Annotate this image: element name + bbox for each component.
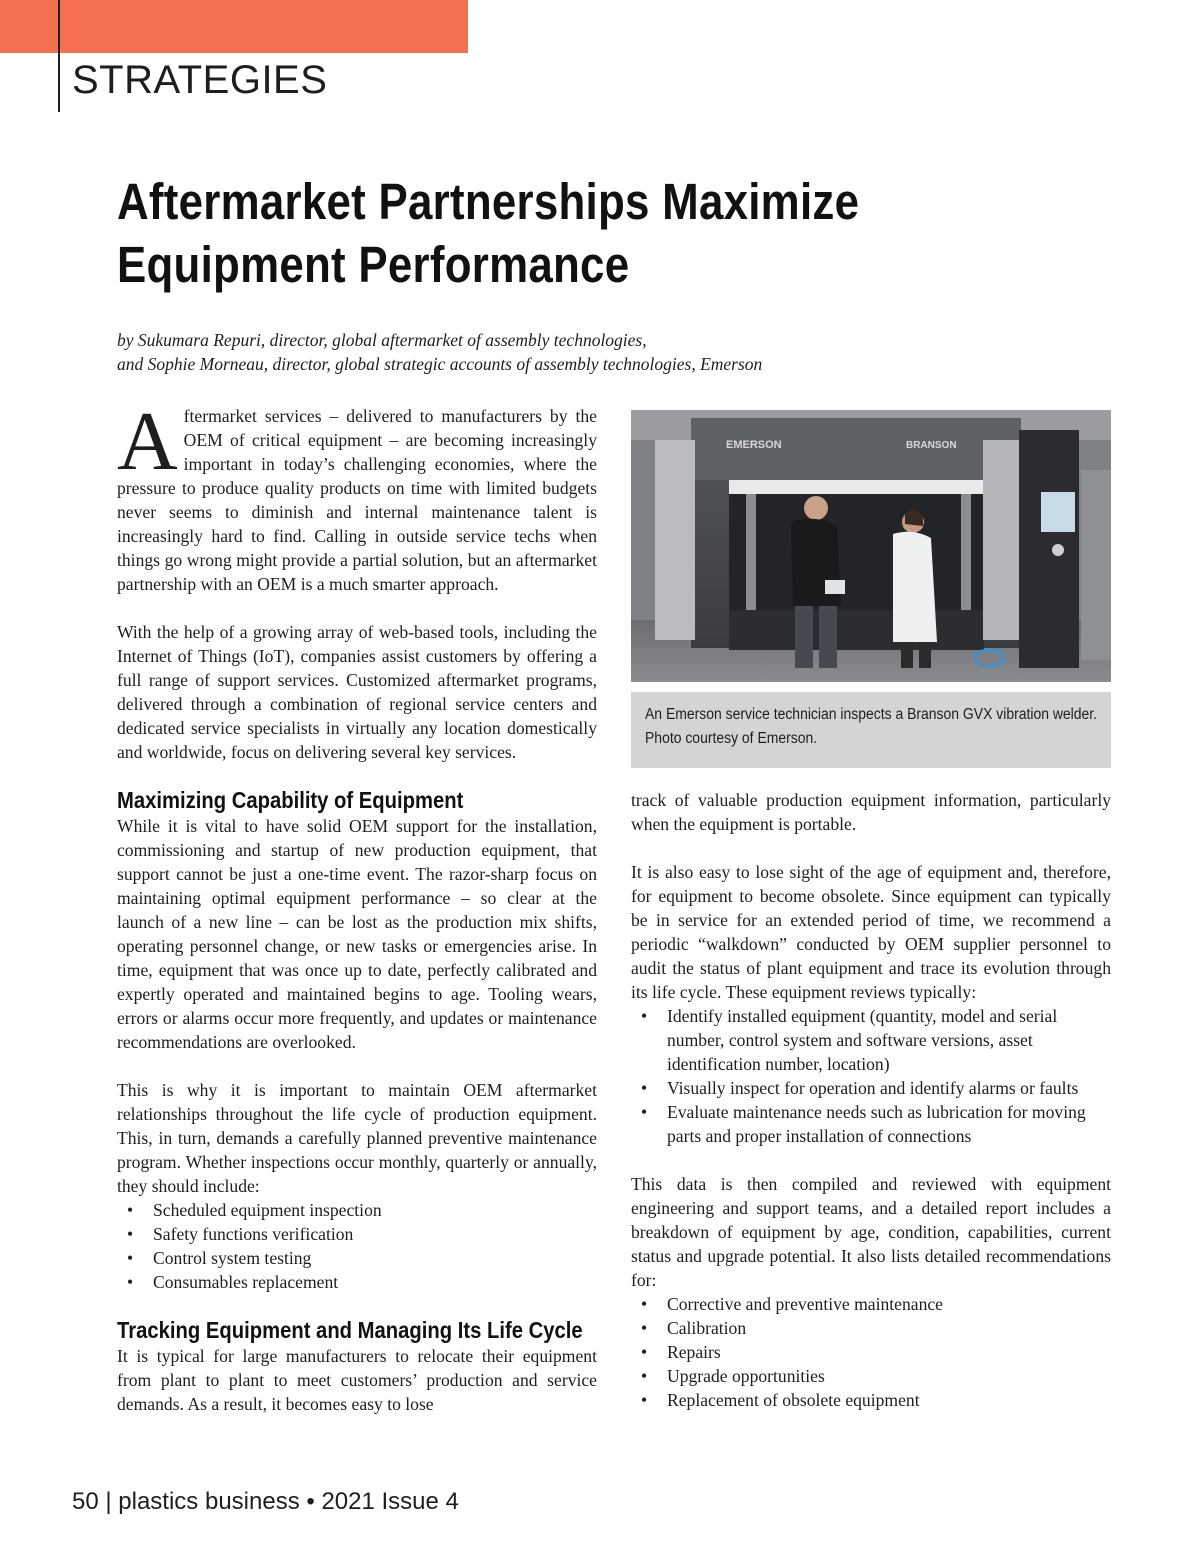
intro-paragraph-2: With the help of a growing array of web-based tools, including the Internet of Things (IoT), companies assist customers by offering a full range of support services. Customized aftermarket programs, delivered through a combination of regional service centers and dedicated service specialists in virtually any location domestically and worldwide, focus on delivering several key services. — [117, 622, 597, 762]
branson-logo-text: BRANSON — [906, 440, 957, 451]
list-item: • Corrective and preventive maintenance — [667, 1292, 1111, 1316]
article-title-line-2: Equipment Performance — [117, 236, 630, 293]
photo-caption-line-1: An Emerson service technician inspects a Branson GVX vibration welder. — [645, 706, 1098, 723]
issue-label: 2021 Issue 4 — [321, 1488, 459, 1515]
footer-bullet: • — [306, 1488, 315, 1515]
capability-paragraph-1: While it is vital to have solid OEM support for the installation, commissioning and startup of new production equipment, that support cannot be just a one-time event. The razor-sharp focus on maintaining optimal equipment performance – so clear at the launch of a new line – can be lost as the production mix shifts, operating personnel change, or new tasks or emergencies arise. In time, equipment that was once up to date, perfectly calibrated and expertly operated and maintained begins to age. Tooling wears, errors or alarms occur more frequently, and updates or maintenance recommendations are overlooked. — [117, 816, 597, 1052]
article-photo — [631, 410, 1111, 682]
lifecycle-paragraph-1: It is typical for large manufacturers to relocate their equipment from plant to plant to meet customers’ production and service demands. As a result, it becomes easy to lose — [117, 1346, 597, 1414]
list-item: • Scheduled equipment inspection — [153, 1198, 597, 1222]
capability-paragraph-2: This is why it is important to maintain OEM aftermarket relationships throughout the life cycle of production equipment. This, in turn, demands a carefully planned preventive maintenance program. Whether inspections occur monthly, quarterly or annually, they should include: — [117, 1080, 597, 1196]
right-column — [631, 788, 1111, 1412]
byline-line-1: by Sukumara Repuri, director, global aftermarket of assembly technologies, — [117, 330, 647, 350]
intro-paragraph-1 — [117, 395, 597, 596]
intro-paragraph-1-text: ftermarket services – delivered to manufacturers by the OEM of critical equipment – are becoming increasingly important in today’s challenging economies, where the pressure to produce quality products on time with limited budgets never seems to diminish and internal maintenance talent is increasingly hard to find. Calling in outside service techs when things go wrong might provide a partial solution, but an aftermarket partnership with an OEM is a much smarter approach. — [117, 406, 597, 594]
photo-caption-line-2: Photo courtesy of Emerson. — [645, 730, 818, 747]
section-heading-lifecycle: Tracking Equipment and Managing Its Life Cycle — [117, 1317, 583, 1343]
list-item: • Repairs — [667, 1340, 1111, 1364]
page-number: 50 — [72, 1488, 99, 1515]
byline-line-2: and Sophie Morneau, director, global strategic accounts of assembly technologies, Emerson — [117, 354, 763, 374]
recommendations-list — [631, 1292, 1111, 1412]
lifecycle-paragraph-3: This data is then compiled and reviewed with equipment engineering and support teams, and a detailed report includes a breakdown of equipment by age, condition, capabilities, current status and upgrade potential. It also lists detailed recommendations for: — [631, 1174, 1111, 1290]
list-item: • Upgrade opportunities — [667, 1364, 1111, 1388]
drop-cap: A — [117, 395, 178, 488]
list-item: • Evaluate maintenance needs such as lubrication for moving parts and proper installation of connections — [667, 1100, 1111, 1148]
header-accent-bar — [0, 0, 468, 53]
section-label: STRATEGIES — [72, 58, 328, 102]
list-item: • Safety functions verification — [153, 1222, 597, 1246]
inspection-list — [117, 1198, 597, 1294]
page-footer — [72, 1488, 459, 1516]
article-title-line-1: Aftermarket Partnerships Maximize — [117, 173, 860, 230]
emerson-logo-text: EMERSON — [726, 439, 782, 451]
section-heading-capability: Maximizing Capability of Equipment — [117, 787, 464, 813]
lifecycle-paragraph-1-continued: track of valuable production equipment information, particularly when the equipment is portable. — [631, 790, 1111, 834]
list-item: • Identify installed equipment (quantity, model and serial number, control system and software versions, asset identification number, location) — [667, 1004, 1111, 1076]
list-item: • Control system testing — [153, 1246, 597, 1270]
lifecycle-paragraph-2: It is also easy to lose sight of the age of equipment and, therefore, for equipment to become obsolete. Since equipment can typically be in service for an extended period of time, we recommend a periodic “walkdown” conducted by OEM supplier personnel to audit the status of plant equipment and trace its evolution through its life cycle. These equipment reviews typically: — [631, 862, 1111, 1002]
welder-photo-illustration — [631, 410, 1111, 682]
publication-name: plastics business — [118, 1488, 300, 1515]
photo-caption — [631, 692, 1111, 768]
article-title — [117, 170, 977, 296]
list-item: • Calibration — [667, 1316, 1111, 1340]
list-item: • Visually inspect for operation and identify alarms or faults — [667, 1076, 1111, 1100]
header-vertical-rule — [58, 0, 60, 112]
list-item: • Replacement of obsolete equipment — [667, 1388, 1111, 1412]
left-column — [117, 395, 597, 1416]
review-list — [631, 1004, 1111, 1148]
byline — [117, 328, 1017, 376]
footer-separator: | — [105, 1488, 112, 1515]
list-item: • Consumables replacement — [153, 1270, 597, 1294]
